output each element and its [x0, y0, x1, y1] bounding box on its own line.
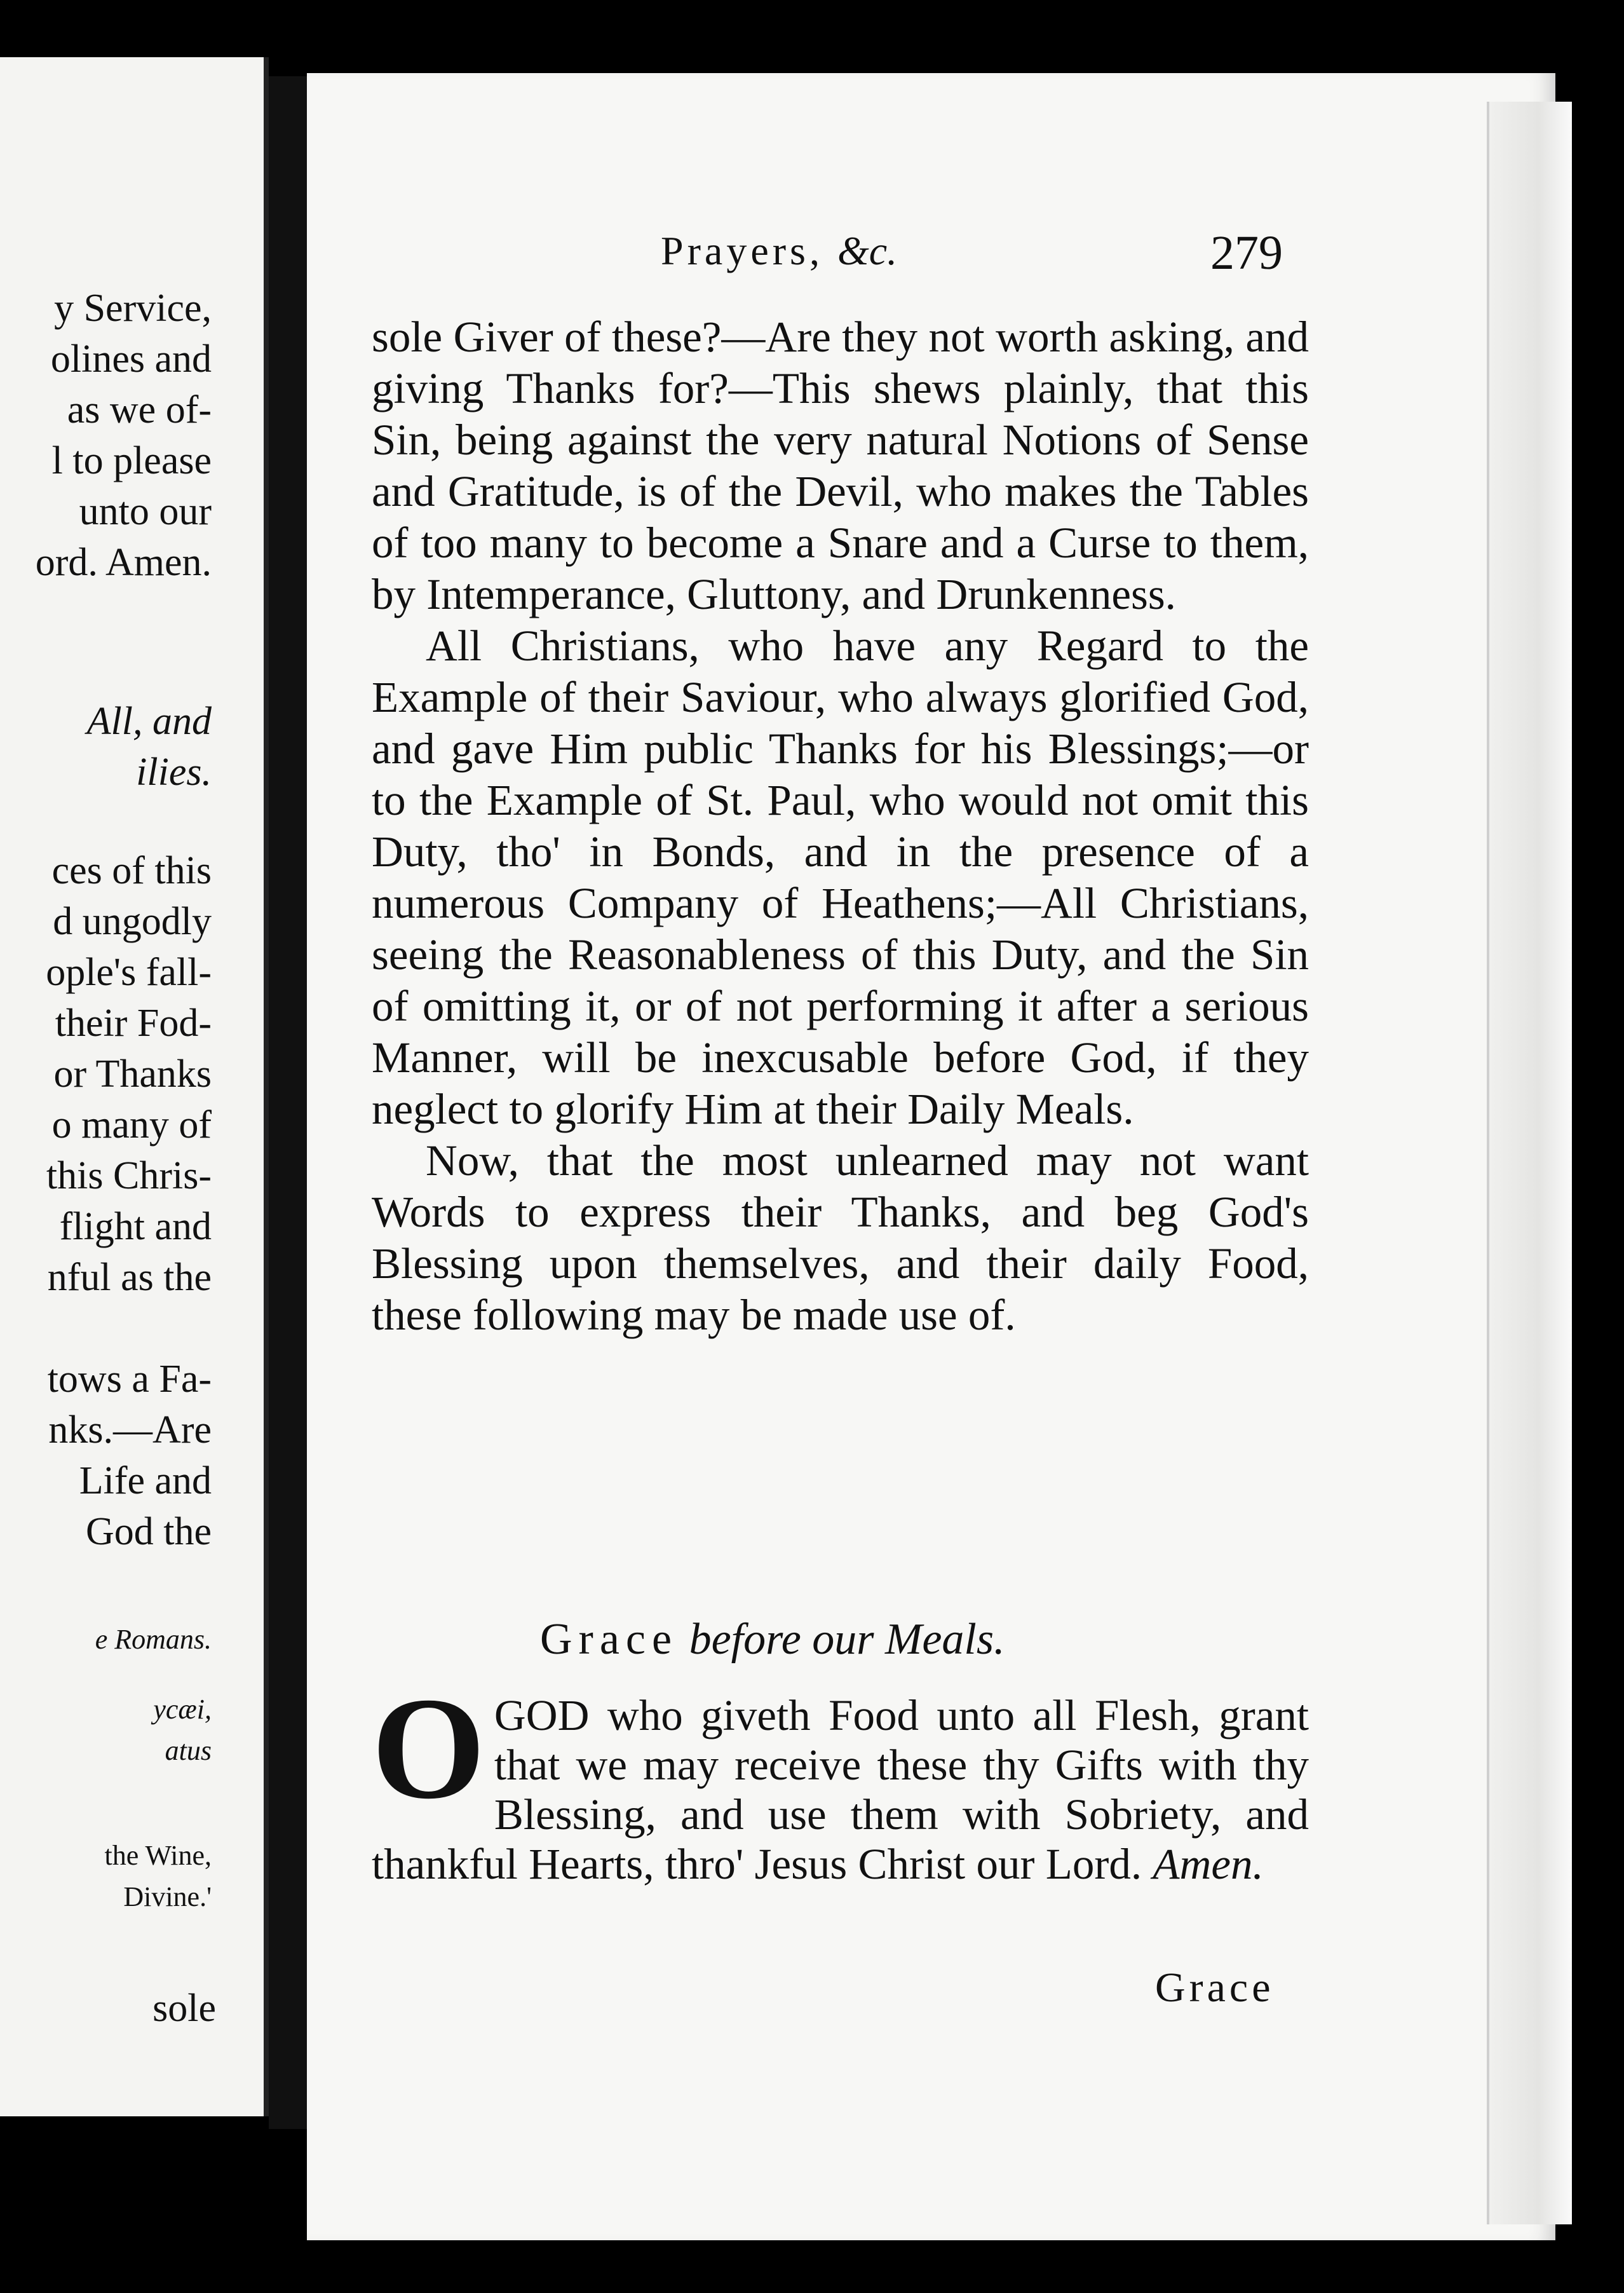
left-footnote-line: ycæi, — [153, 1694, 212, 1725]
body-text — [372, 311, 1309, 1341]
left-line: their Fod- — [55, 1002, 212, 1045]
left-line: flight and — [59, 1205, 212, 1248]
left-footnote-line: Divine.' — [123, 1881, 212, 1912]
left-line: l to please — [51, 439, 212, 482]
left-line: Life and — [79, 1459, 212, 1502]
page-edge — [1487, 102, 1572, 2224]
left-line: this Chris- — [46, 1154, 212, 1197]
prayer-body: GOD who giveth Food unto all Flesh, grant that we may receive these thy Gifts with thy Blessing, and use them with Sobriety, and thankful Hearts, thro' Jesus Christ our Lord. — [372, 1691, 1309, 1888]
section-title — [540, 1614, 1005, 1665]
left-facing-page — [0, 57, 269, 2116]
left-footnote-line: e Romans. — [95, 1624, 212, 1655]
left-line: God the — [85, 1510, 212, 1553]
section-title-italic: before our Meals. — [689, 1615, 1005, 1664]
section-title-caps: Grace — [540, 1615, 679, 1664]
left-line: ople's fall- — [46, 951, 212, 994]
left-line: as we of- — [67, 388, 212, 432]
left-line: ilies. — [136, 751, 212, 794]
book-gutter — [269, 76, 307, 2129]
left-line: ord. Amen. — [35, 541, 212, 584]
left-line: d ungodly — [53, 900, 212, 943]
catchword: Grace — [1155, 1964, 1275, 2011]
left-line: All, and — [86, 700, 212, 743]
left-line: y Service, — [54, 287, 212, 330]
paragraph: All Christians, who have any Regard to the Example of their Saviour, who always glorified God, and gave Him public Thanks for his Blessings;—or to the Example of St. Paul, who would not omit this Duty, tho' in Bonds, and in the presence of a numerous Company of Heathens;—All Christians, seeing the Reasonableness of this Duty, and the Sin of omitting it, or of not performing it after a serious Manner, will be inexcusable before God, if they neglect to glorify Him at their Daily Meals. — [372, 622, 1309, 1133]
left-line: nful as the — [47, 1256, 212, 1299]
left-line: nks.—Are — [48, 1408, 212, 1452]
left-line: tows a Fa- — [47, 1357, 212, 1401]
left-footnote-line: atus — [165, 1735, 212, 1766]
header-amp: &c. — [837, 228, 898, 273]
left-line: or Thanks — [53, 1052, 212, 1096]
paragraph: sole Giver of these?—Are they not worth asking, and giving Thanks for?—This shews plainly, that this Sin, being against the very natural Notions of Sense and Gratitude, is of the Devil, who makes the Tables of too many to become a Snare and a Curse to them, by Intemperance, Gluttony, and Drunkenness. — [372, 313, 1309, 618]
prayer-text — [372, 1667, 1309, 1889]
prayer-amen: Amen. — [1153, 1840, 1264, 1888]
left-line: olines and — [50, 337, 212, 381]
header-title: Prayers, — [661, 228, 823, 273]
left-line: ces of this — [51, 849, 212, 892]
paragraph: Now, that the most unlearned may not want Words to express their Thanks, and beg God's Blessing upon themselves, and their daily Food, these following may be made use of. — [372, 1136, 1309, 1339]
left-catchword: sole — [152, 1987, 216, 2030]
drop-cap: O — [372, 1667, 485, 1829]
page-number: 279 — [1210, 226, 1283, 280]
left-line: o many of — [51, 1103, 212, 1146]
left-footnote-line: the Wine, — [104, 1840, 212, 1871]
running-header — [661, 228, 897, 275]
left-line: unto our — [79, 490, 212, 533]
